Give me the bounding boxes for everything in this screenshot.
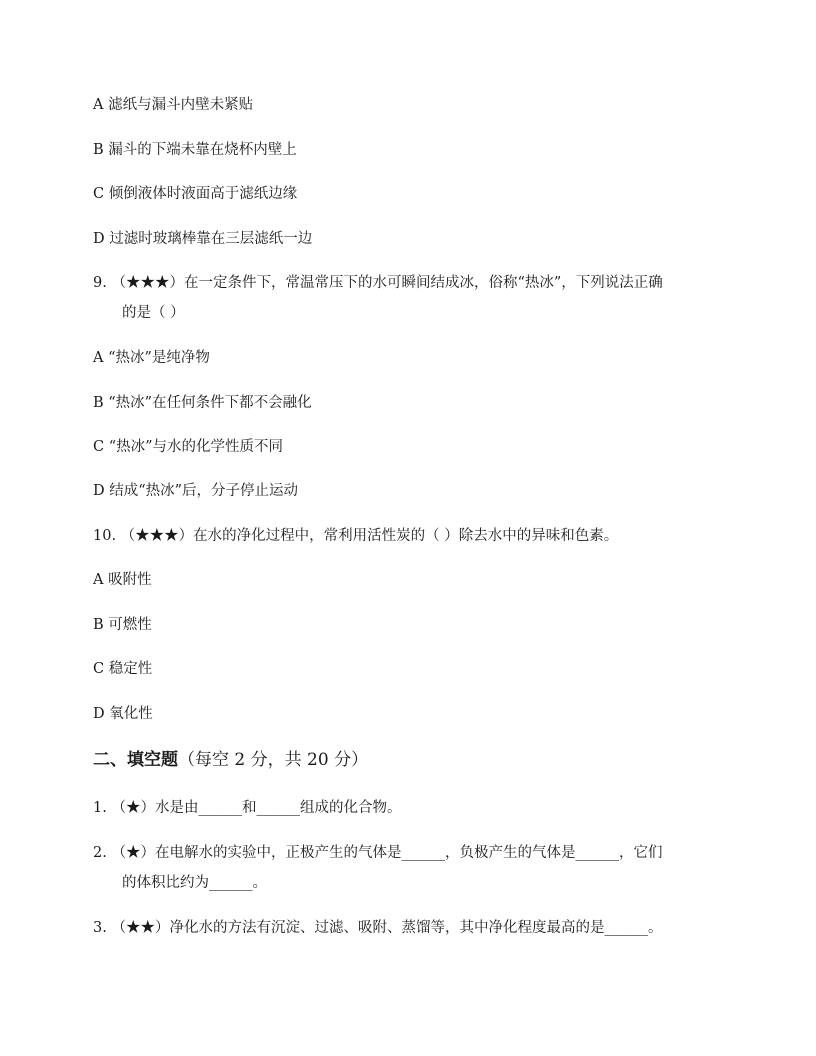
q9-option-d: D 结成“热冰”后，分子停止运动 — [93, 483, 299, 499]
q10-option-d: D 氧化性 — [93, 706, 153, 722]
q9-stem: 9. （★★★）在一定条件下，常温常压下的水可瞬间结成冰，俗称“热冰”，下列说法正确 — [93, 275, 663, 291]
q9-option-c: C “热冰”与水的化学性质不同 — [93, 439, 284, 455]
q10-option-c: C 稳定性 — [93, 661, 153, 677]
q10-option-a: A 吸附性 — [93, 572, 152, 588]
q8-option-a: A 滤纸与漏斗内壁未紧贴 — [93, 97, 254, 113]
q9-option-b: B “热冰”在任何条件下都不会融化 — [93, 395, 312, 411]
q8-option-b: B 漏斗的下端未靠在烧杯内壁上 — [93, 142, 297, 158]
section-title: 二、填空题 — [93, 750, 178, 770]
fill-q3: 3. （★★）净化水的方法有沉淀、过滤、吸附、蒸馏等，其中净化程度最高的是______。 — [93, 920, 663, 936]
q10-stem: 10. （★★★）在水的净化过程中，常利用活性炭的（ ）除去水中的异味和色素。 — [93, 528, 619, 544]
section-heading — [93, 749, 368, 771]
q10-option-b: B 可燃性 — [93, 617, 152, 633]
fill-q2: 2. （★）在电解水的实验中，正极产生的气体是______，负极产生的气体是______，它们 — [93, 845, 663, 861]
fill-q2-continued: 的体积比约为______。 — [122, 875, 267, 891]
q9-stem-continued: 的是（ ） — [122, 305, 185, 321]
q8-option-c: C 倾倒液体时液面高于滤纸边缘 — [93, 186, 298, 202]
q9-option-a: A “热冰”是纯净物 — [93, 350, 210, 366]
section-score-note: （每空 2 分，共 20 分） — [178, 750, 369, 770]
q8-option-d: D 过滤时玻璃棒靠在三层滤纸一边 — [93, 231, 313, 247]
fill-q1: 1. （★）水是由______和______组成的化合物。 — [93, 800, 402, 816]
